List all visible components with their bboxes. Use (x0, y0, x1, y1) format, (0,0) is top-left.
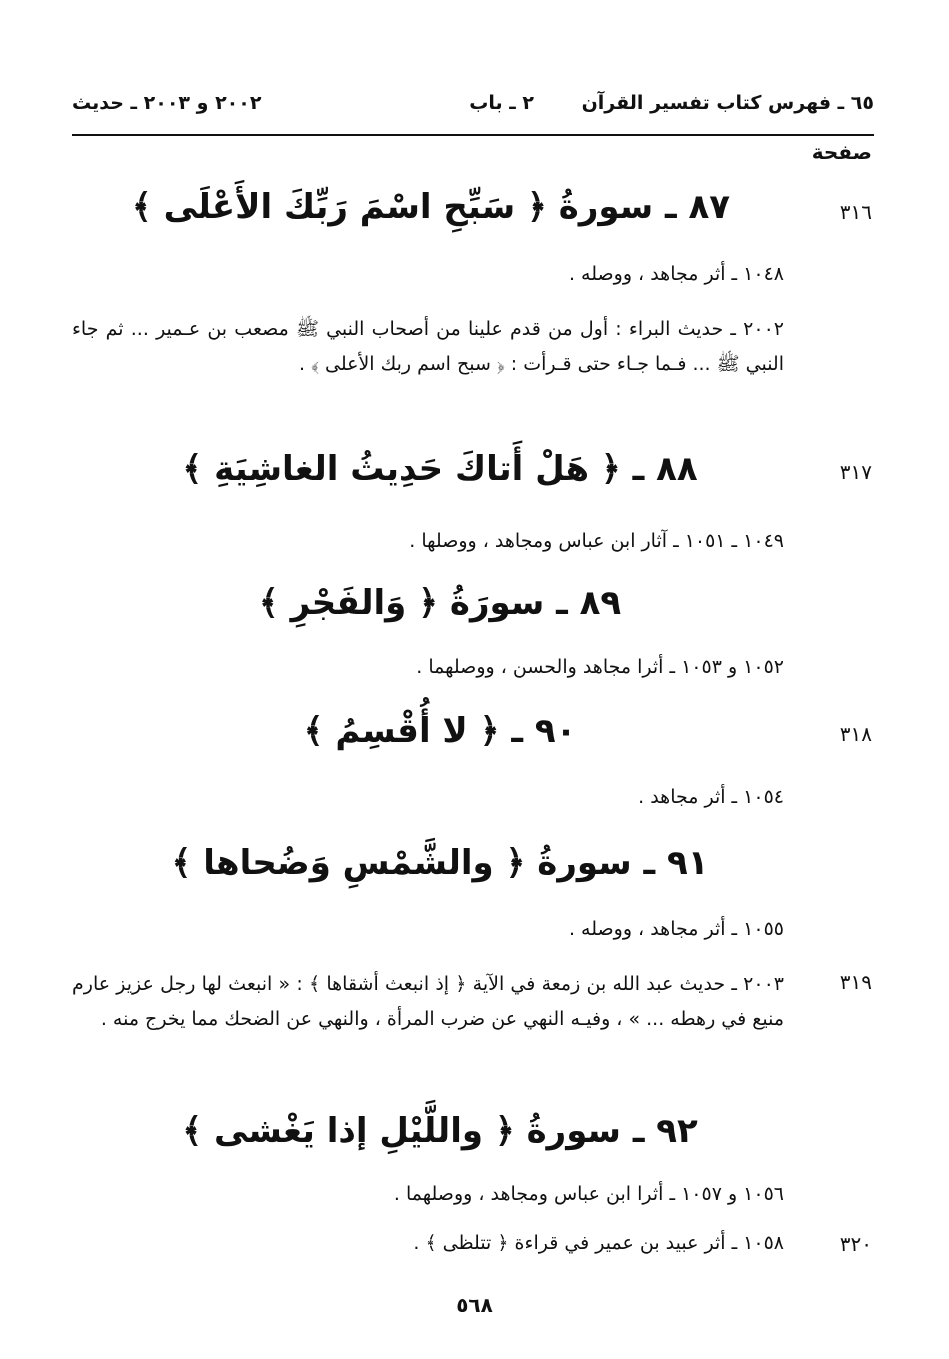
header-hadith-range: ٢٠٠٢ و ٢٠٠٣ ـ حديث (72, 92, 262, 114)
surah-heading: ٩١ ـ سورةُ ﴿ والشَّمْسِ وَضُحاها ﴾ (171, 843, 709, 883)
surah-heading: ٨٧ ـ سورةُ ﴿ سَبِّحِ اسْمَ رَبِّكَ الأَعْلَى ﴾ (131, 187, 730, 227)
page-ref: ٣١٦ (839, 200, 872, 224)
surah-heading: ٩٠ ـ ﴿ لا أُقْسِمُ ﴾ (303, 711, 577, 751)
entry-text: ٢٠٠٣ ـ حديث عبد الله بن زمعة في الآية ﴿ إذ انبعث أشقاها ﴾ : « انبعث لها رجل عزيز عارم منيع في رهطه ... » ، وفيـه النهي عن ضرب المرأة ، والنهي عن الضحك مما يخرج منه . (72, 973, 784, 1030)
header-book-title: ٦٥ ـ فهرس كتاب تفسير القرآن (581, 92, 874, 114)
header-divider (72, 134, 874, 136)
page-column-label: صفحة (811, 140, 872, 164)
entry-text: ٢٠٠٢ ـ حديث البراء : أول من قدم علينا من أصحاب النبي ﷺ مصعب بن عـمير ... ثم جاء النبي ﷺ ... فـما جـاء حتى قـرأت : ﴿ سبح اسم ربك الأعلى ﴾ . (72, 318, 784, 375)
page-ref: ٣١٨ (839, 722, 872, 746)
entry-text: ١٠٤٨ ـ أثر مجاهد ، ووصله . (568, 263, 784, 285)
page-ref: ٣١٩ (839, 970, 872, 994)
entry-text: ١٠٤٩ ـ ١٠٥١ ـ آثار ابن عباس ومجاهد ، ووصلها . (409, 530, 784, 552)
running-header (72, 92, 874, 132)
entry-text: ١٠٥٦ و ١٠٥٧ ـ أثرا ابن عباس ومجاهد ، ووصلهما . (393, 1183, 784, 1205)
page-ref: ٣٢٠ (839, 1232, 872, 1256)
page-number: ٥٦٨ (456, 1293, 493, 1317)
surah-heading: ٨٩ ـ سورَةُ ﴿ وَالفَجْرِ ﴾ (258, 583, 622, 623)
page-ref: ٣١٧ (839, 460, 872, 484)
entry-text: ١٠٥٥ ـ أثر مجاهد ، ووصله . (568, 918, 784, 940)
entry-text: ١٠٥٤ ـ أثر مجاهد . (638, 786, 784, 808)
entry-text: ١٠٥٨ ـ أثر عبيد بن عمير في قراءة ﴿ تتلظى ﴾ . (413, 1232, 784, 1254)
surah-heading: ٩٢ ـ سورةُ ﴿ واللَّيْلِ إذا يَغْشى ﴾ (182, 1111, 698, 1151)
surah-heading: ٨٨ ـ ﴿ هَلْ أَتاكَ حَدِيثُ الغاشِيَةِ ﴾ (182, 449, 698, 489)
header-chapter: ٢ ـ باب (469, 92, 534, 114)
entry-text: ١٠٥٢ و ١٠٥٣ ـ أثرا مجاهد والحسن ، ووصلهما . (416, 656, 784, 678)
